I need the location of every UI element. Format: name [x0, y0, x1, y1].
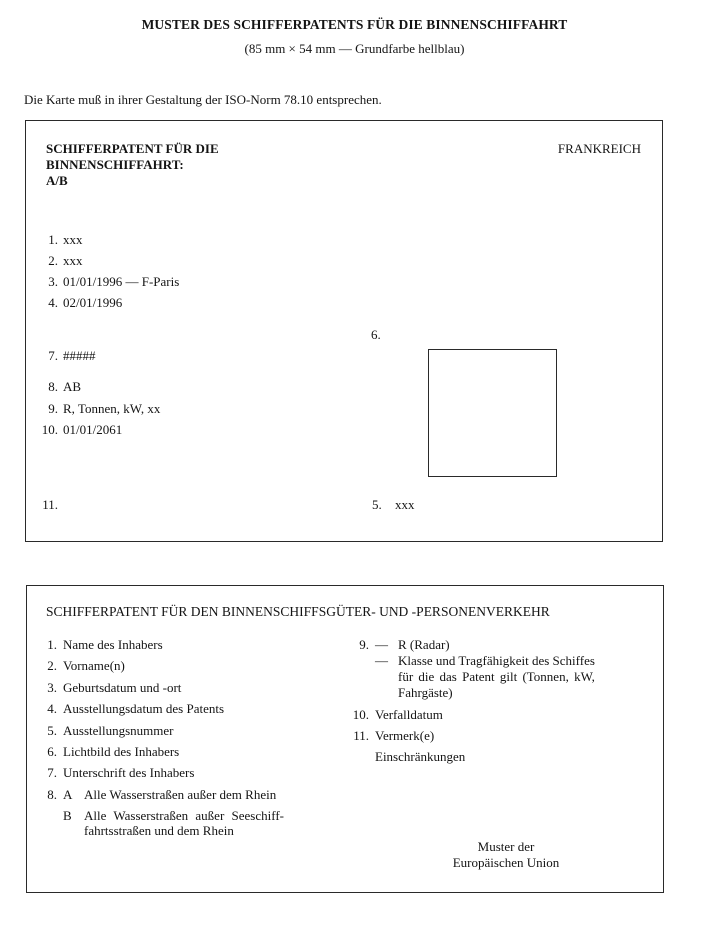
legend-text: Vermerk(e) — [375, 728, 435, 743]
legend-number: 7. — [47, 765, 57, 780]
field-value: xxx — [63, 253, 83, 268]
card-front-title — [46, 141, 219, 189]
field-number: 4. — [48, 295, 58, 310]
photo-placeholder — [428, 349, 557, 477]
country-label: FRANKREICH — [557, 141, 641, 156]
legend-text: Unterschrift des Inhabers — [63, 765, 195, 780]
field-number: 10. — [41, 422, 58, 437]
legend-text: Fahrgäste) — [398, 685, 453, 700]
category-letter: B — [63, 808, 72, 823]
category-text: Alle Wasserstraßen außer dem Rhein — [84, 787, 277, 802]
legend-text: Klasse und Tragfähigkeit des Schiffes — [398, 653, 595, 668]
legend-text: für die das Patent gilt (Tonnen, kW, — [398, 669, 595, 684]
document-subtitle: (85 mm × 54 mm — Grundfarbe hellblau) — [244, 41, 465, 56]
field-number: 1. — [48, 232, 58, 247]
legend-number: 9. — [359, 637, 369, 652]
eu-model-line: Muster der — [477, 839, 535, 854]
legend-text: Geburtsdatum und -ort — [63, 680, 182, 695]
card-front — [25, 120, 663, 542]
eu-model-label — [431, 839, 581, 871]
iso-norm-note: Die Karte muß in ihrer Gestaltung der ISO-Norm 78.10 entsprechen. — [24, 92, 382, 107]
legend-number: 10. — [352, 707, 369, 722]
category-letter: A — [63, 787, 73, 802]
field-value: xxx — [395, 497, 415, 512]
category-text: fahrtsstraßen und dem Rhein — [84, 823, 234, 838]
card-back — [26, 585, 664, 893]
legend-number: 1. — [47, 637, 57, 652]
field-value: AB — [63, 379, 82, 394]
legend-text: Verfalldatum — [375, 707, 443, 722]
field-number: 3. — [48, 274, 58, 289]
card-front-title-line: A/B — [46, 173, 68, 188]
field-value: R, Tonnen, kW, xx — [63, 401, 161, 416]
legend-text: Ausstellungsnummer — [63, 723, 174, 738]
legend-number: 11. — [353, 728, 369, 743]
eu-model-line: Europäischen Union — [452, 855, 560, 870]
document-title: MUSTER DES SCHIFFERPATENTS FÜR DIE BINNENSCHIFFAHRT — [141, 17, 568, 32]
dash: — — [375, 653, 388, 668]
legend-text: Vorname(n) — [63, 658, 125, 673]
field-number: 2. — [48, 253, 58, 268]
legend-text: Name des Inhabers — [63, 637, 163, 652]
legend-number: 6. — [47, 744, 57, 759]
card-front-title-line: SCHIFFERPATENT FÜR DIE — [46, 141, 219, 156]
photo-field-number: 6. — [371, 327, 381, 342]
field-number: 8. — [48, 379, 58, 394]
card-front-title-line: BINNENSCHIFFAHRT: — [46, 157, 184, 172]
field-value: ##### — [63, 348, 96, 363]
field-value: 02/01/1996 — [63, 295, 123, 310]
legend-number: 4. — [47, 701, 57, 716]
field-value: 01/01/2061 — [63, 422, 123, 437]
field-number: 11. — [42, 497, 58, 512]
field-number: 7. — [48, 348, 58, 363]
legend-text: Lichtbild des Inhabers — [63, 744, 180, 759]
legend-number: 5. — [47, 723, 57, 738]
category-text: Alle Wasserstraßen außer Seeschiff- — [84, 808, 284, 823]
legend-text: Ausstellungsdatum des Patents — [63, 701, 225, 716]
field-number: 5. — [372, 497, 382, 512]
restrictions-label: Einschränkungen — [375, 749, 466, 764]
field-number: 9. — [48, 401, 58, 416]
field-value: 01/01/1996 — F-Paris — [63, 274, 180, 289]
card-back-title: SCHIFFERPATENT FÜR DEN BINNENSCHIFFSGÜTER- UND -PERSONENVERKEHR — [46, 604, 550, 619]
legend-number: 8. — [47, 787, 57, 802]
field-value: xxx — [63, 232, 83, 247]
legend-number: 2. — [47, 658, 57, 673]
dash: — — [375, 637, 388, 652]
legend-text: R (Radar) — [398, 637, 450, 652]
legend-number: 3. — [47, 680, 57, 695]
